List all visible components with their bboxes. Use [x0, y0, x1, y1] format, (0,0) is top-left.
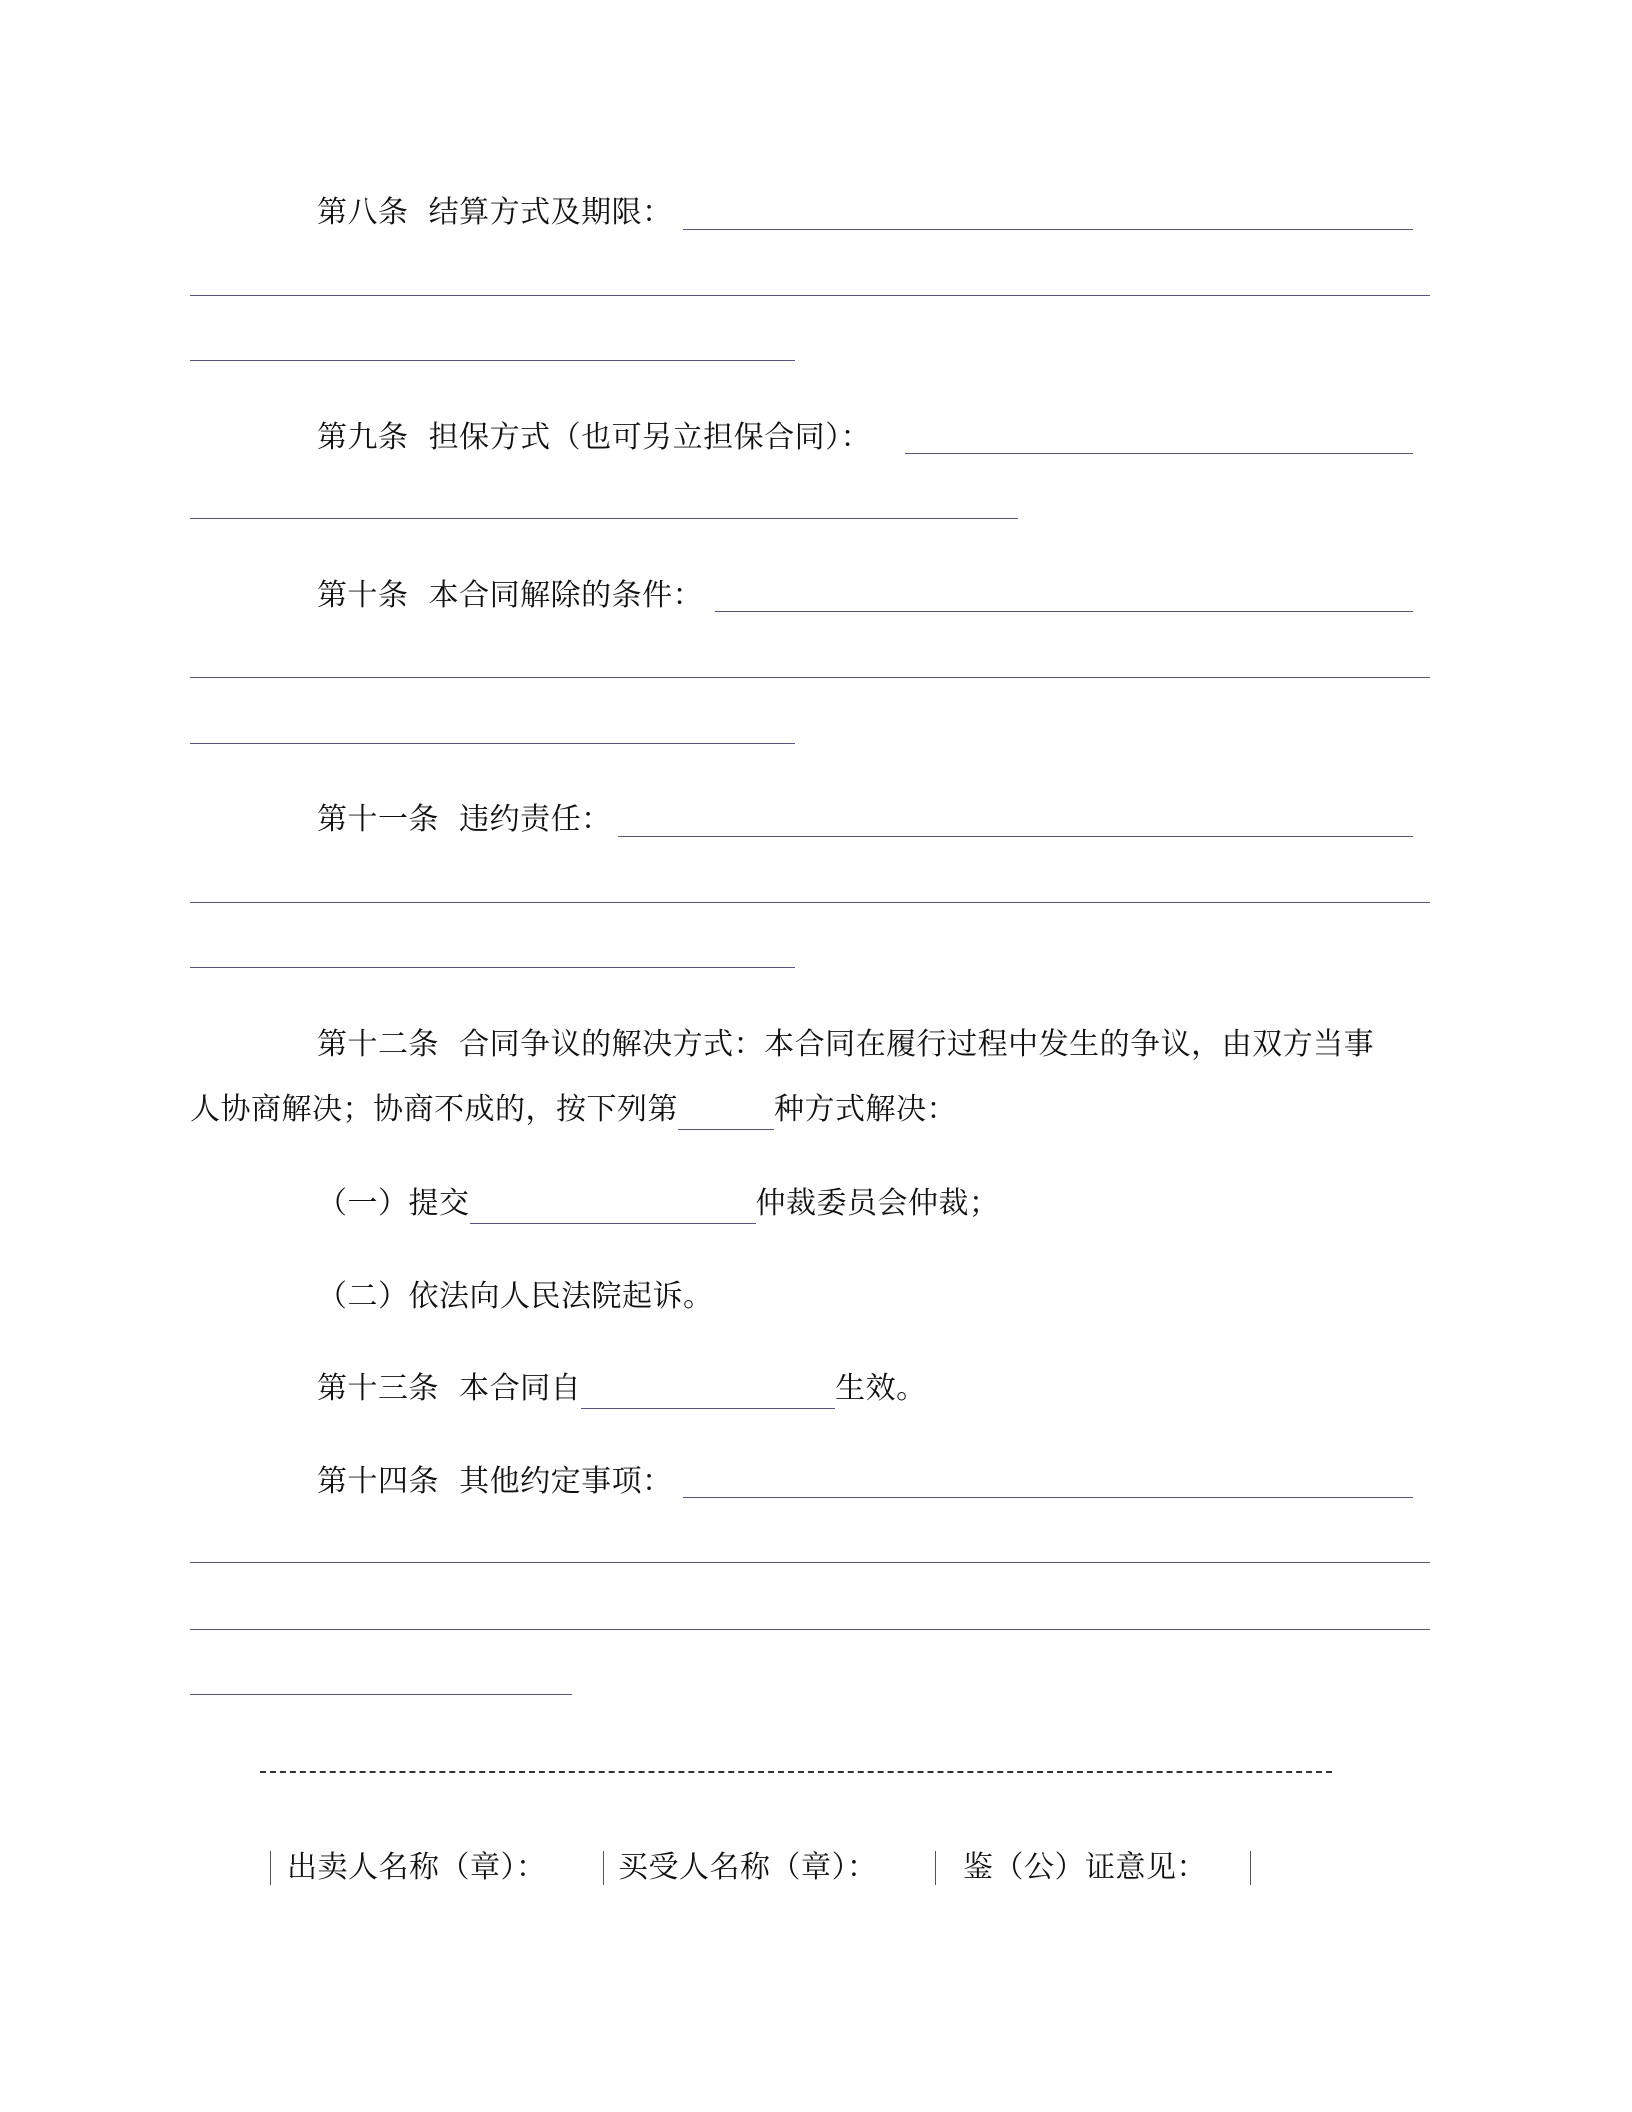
signature-divider — [935, 1851, 936, 1885]
clause-8-label: 第八条 — [317, 195, 409, 230]
clause-11 — [317, 800, 612, 840]
clause-11-blank-3[interactable] — [190, 967, 795, 968]
clause-9-blank-2[interactable] — [190, 518, 1018, 519]
clause-8-blank-2[interactable] — [190, 295, 1430, 296]
signature-divider — [603, 1851, 604, 1885]
clause-12-choice-blank[interactable] — [678, 1099, 774, 1130]
clause-12-line-2-start: 人协商解决；协商不成的，按下列第 — [190, 1092, 678, 1127]
dashed-separator — [260, 1771, 1332, 1773]
clause-8-text: 结算方式及期限： — [428, 195, 673, 230]
clause-10-text: 本合同解除的条件： — [428, 578, 704, 613]
buyer-name-seal: 买受人名称（章）： — [618, 1850, 878, 1885]
clause-11-blank-1[interactable] — [618, 836, 1413, 837]
clause-8-blank-3[interactable] — [190, 360, 795, 361]
clause-13 — [317, 1369, 927, 1409]
clause-12-line-1 — [317, 1025, 1374, 1065]
clause-12-option-1 — [317, 1184, 1000, 1224]
clause-9 — [317, 418, 871, 458]
clause-14-text: 其他约定事项： — [459, 1464, 673, 1499]
clause-14 — [317, 1462, 673, 1502]
notary-opinion: 鉴（公）证意见： — [963, 1850, 1207, 1885]
clause-13-label: 第十三条 — [317, 1371, 439, 1406]
clause-11-blank-2[interactable] — [190, 902, 1430, 903]
clause-12-line-2 — [190, 1090, 957, 1130]
clause-12-label: 第十二条 — [317, 1027, 439, 1062]
arbitration-commission-blank[interactable] — [470, 1193, 756, 1224]
clause-11-text: 违约责任： — [459, 802, 612, 837]
signature-divider — [270, 1851, 271, 1885]
clause-9-text: 担保方式（也可另立担保合同）： — [428, 420, 872, 455]
clause-14-label: 第十四条 — [317, 1464, 439, 1499]
clause-13-end: 生效。 — [835, 1371, 927, 1406]
clause-10 — [317, 576, 703, 616]
clause-12-line-2-end: 种方式解决： — [774, 1092, 957, 1127]
clause-9-label: 第九条 — [317, 420, 409, 455]
option-2-text: （二）依法向人民法院起诉。 — [317, 1279, 714, 1314]
clause-14-blank-1[interactable] — [683, 1497, 1413, 1498]
clause-9-blank-1[interactable] — [905, 453, 1413, 454]
clause-14-blank-4[interactable] — [190, 1694, 572, 1695]
clause-8 — [317, 193, 673, 233]
clause-10-label: 第十条 — [317, 578, 409, 613]
clause-10-blank-1[interactable] — [715, 611, 1413, 612]
option-1-end: 仲裁委员会仲裁； — [755, 1186, 1000, 1221]
clause-13-start: 本合同自 — [459, 1371, 582, 1406]
clause-10-blank-3[interactable] — [190, 743, 795, 744]
clause-12-option-2 — [317, 1277, 714, 1317]
clause-14-blank-3[interactable] — [190, 1629, 1430, 1630]
clause-10-blank-2[interactable] — [190, 677, 1430, 678]
signature-divider — [1250, 1851, 1251, 1885]
option-1-start: （一）提交 — [317, 1186, 470, 1221]
effective-date-blank[interactable] — [581, 1378, 835, 1409]
seller-name-seal: 出卖人名称（章）： — [287, 1850, 547, 1885]
clause-12-text: 合同争议的解决方式：本合同在履行过程中发生的争议，由双方当事 — [459, 1027, 1375, 1062]
clause-8-blank-1[interactable] — [683, 229, 1413, 230]
clause-14-blank-2[interactable] — [190, 1562, 1430, 1563]
clause-11-label: 第十一条 — [317, 802, 439, 837]
